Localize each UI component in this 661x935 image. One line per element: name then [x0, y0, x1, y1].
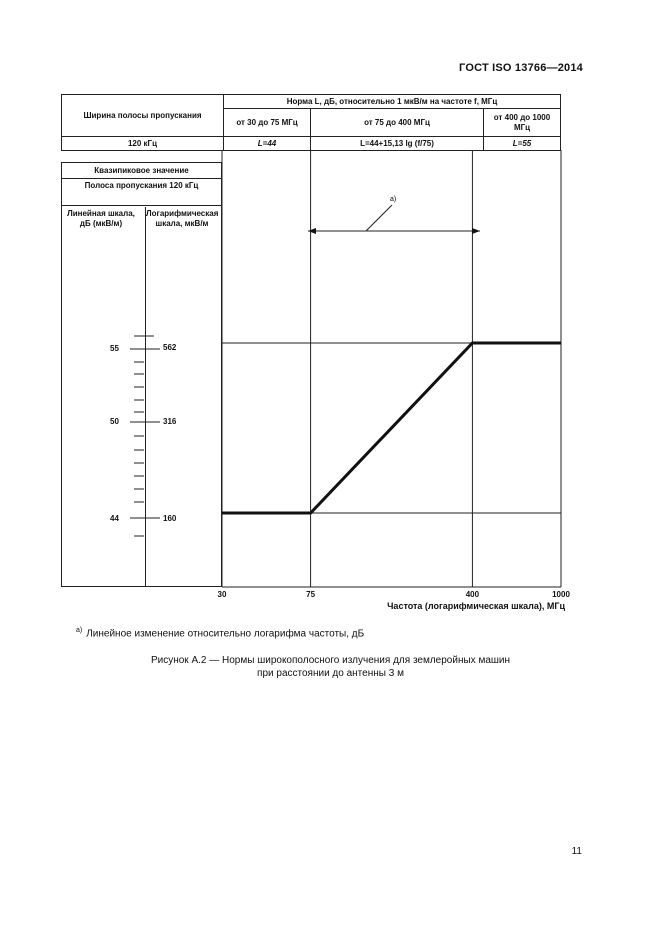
db-tick-50: 50 [110, 417, 119, 426]
range-400-1000: от 400 до 1000 МГц [484, 109, 561, 137]
x-tick-label: 75 [306, 590, 316, 599]
bandwidth-header: Ширина полосы пропускания [62, 95, 224, 137]
x-tick-label: 1000 [552, 590, 570, 599]
x-tick-label: 30 [217, 590, 227, 599]
log-scale-label: Логарифмическая шкала, мкВ/м [146, 209, 219, 228]
x-axis-title: Частота (логарифмическая шкала), МГц [387, 601, 565, 611]
formula-2: L=44+15,13 lg (f/75) [311, 137, 484, 151]
caption-line-2: при расстоянии до антенны 3 м [257, 668, 404, 679]
annotation-leader [366, 205, 392, 231]
page-number: 11 [571, 846, 582, 857]
db-tick-55: 55 [110, 344, 119, 353]
figure-caption [0, 654, 661, 680]
uv-tick-160: 160 [163, 514, 177, 523]
limit-line [222, 343, 561, 513]
uv-tick-562: 562 [163, 343, 177, 352]
range-75-400: от 75 до 400 МГц [311, 109, 484, 137]
scale-ticks [130, 336, 160, 536]
passband-label: Полоса пропускания 120 кГц [62, 179, 221, 206]
footnote [76, 627, 364, 639]
footnote-text: Линейное изменение относительно логарифма частоты, дБ [86, 628, 365, 640]
uv-tick-316: 316 [163, 417, 177, 426]
range-30-75: от 30 до 75 МГц [224, 109, 311, 137]
footnote-marker: a) [76, 627, 83, 634]
caption-line-1: Рисунок А.2 — Нормы широкополосного излучения для землеройных машин [150, 655, 511, 666]
x-tick-label: 400 [465, 590, 480, 599]
db-tick-44: 44 [110, 514, 119, 523]
formula-3: L=55 [484, 137, 561, 151]
formula-1: L=44 [224, 137, 311, 151]
quasi-peak-label: Квазипиковое значение [62, 163, 221, 179]
bandwidth-value: 120 кГц [62, 137, 224, 151]
standard-id: ГОСТ ISO 13766—2014 [459, 62, 583, 74]
chart-grid [222, 150, 561, 587]
arrow-right [472, 228, 480, 234]
arrow-left [308, 228, 316, 234]
annotation-label: a) [390, 196, 397, 203]
norm-header: Норма L, дБ, относительно 1 мкВ/м на частоте f, МГц [224, 95, 561, 109]
linear-scale-label: Линейная шкала, дБ (мкВ/м) [67, 209, 135, 228]
